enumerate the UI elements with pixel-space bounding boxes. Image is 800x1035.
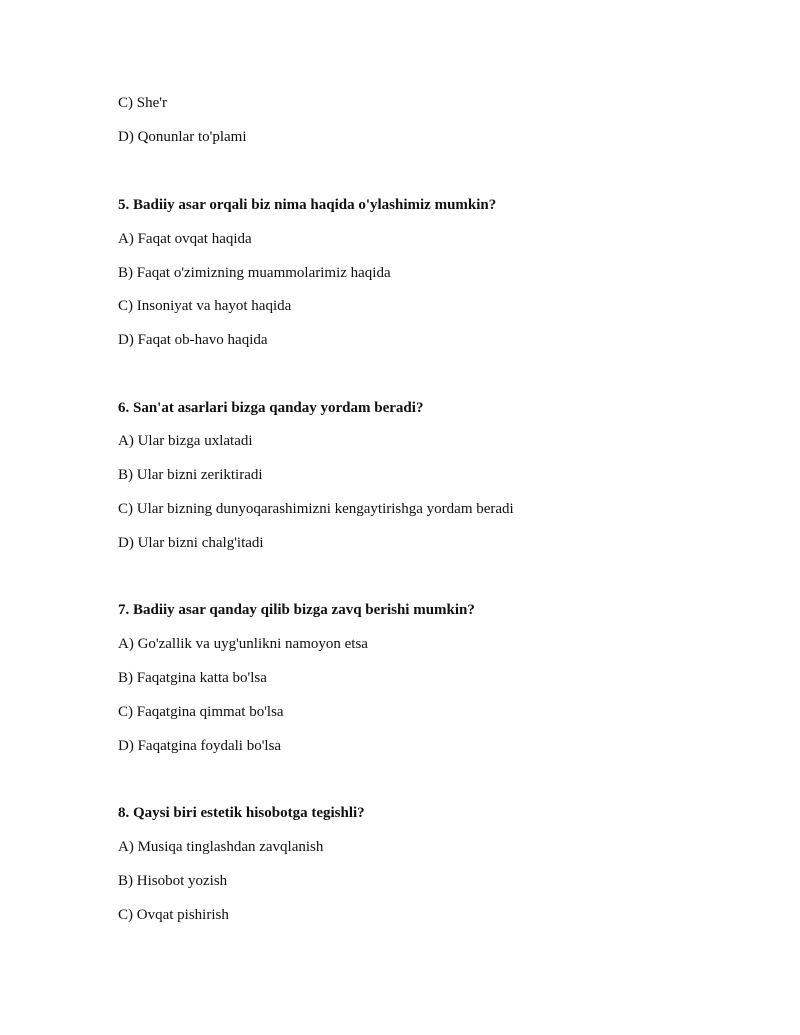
question-5: 5. Badiiy asar orqali biz nima haqida o'ylashimiz mumkin? — [118, 197, 497, 213]
q5-option-b: B) Faqat o'zimizning muammolarimiz haqida — [118, 265, 391, 281]
question-8: 8. Qaysi biri estetik hisobotga tegishli? — [118, 805, 365, 821]
q5-option-c: C) Insoniyat va hayot haqida — [118, 298, 292, 314]
q5-option-a: A) Faqat ovqat haqida — [118, 231, 252, 247]
q5-option-d: D) Faqat ob-havo haqida — [118, 332, 268, 348]
q7-option-d: D) Faqatgina foydali bo'lsa — [118, 738, 282, 754]
question-7: 7. Badiiy asar qanday qilib bizga zavq berishi mumkin? — [118, 602, 475, 618]
q7-option-c: C) Faqatgina qimmat bo'lsa — [118, 704, 284, 720]
q6-option-a: A) Ular bizga uxlatadi — [118, 433, 253, 449]
q7-option-a: A) Go'zallik va uyg'unlikni namoyon etsa — [118, 636, 368, 652]
q7-option-b: B) Faqatgina katta bo'lsa — [118, 670, 267, 686]
question-6: 6. San'at asarlari bizga qanday yordam beradi? — [118, 400, 424, 416]
q6-option-c: C) Ular bizning dunyoqarashimizni kengaytirishga yordam beradi — [118, 501, 514, 517]
q8-option-c: C) Ovqat pishirish — [118, 907, 229, 923]
option-d-prev: D) Qonunlar to'plami — [118, 129, 247, 145]
q6-option-d: D) Ular bizni chalg'itadi — [118, 535, 264, 551]
option-c-prev: C) She'r — [118, 95, 167, 111]
q8-option-b: B) Hisobot yozish — [118, 873, 228, 889]
q8-option-a: A) Musiqa tinglashdan zavqlanish — [118, 839, 324, 855]
q6-option-b: B) Ular bizni zeriktiradi — [118, 467, 263, 483]
